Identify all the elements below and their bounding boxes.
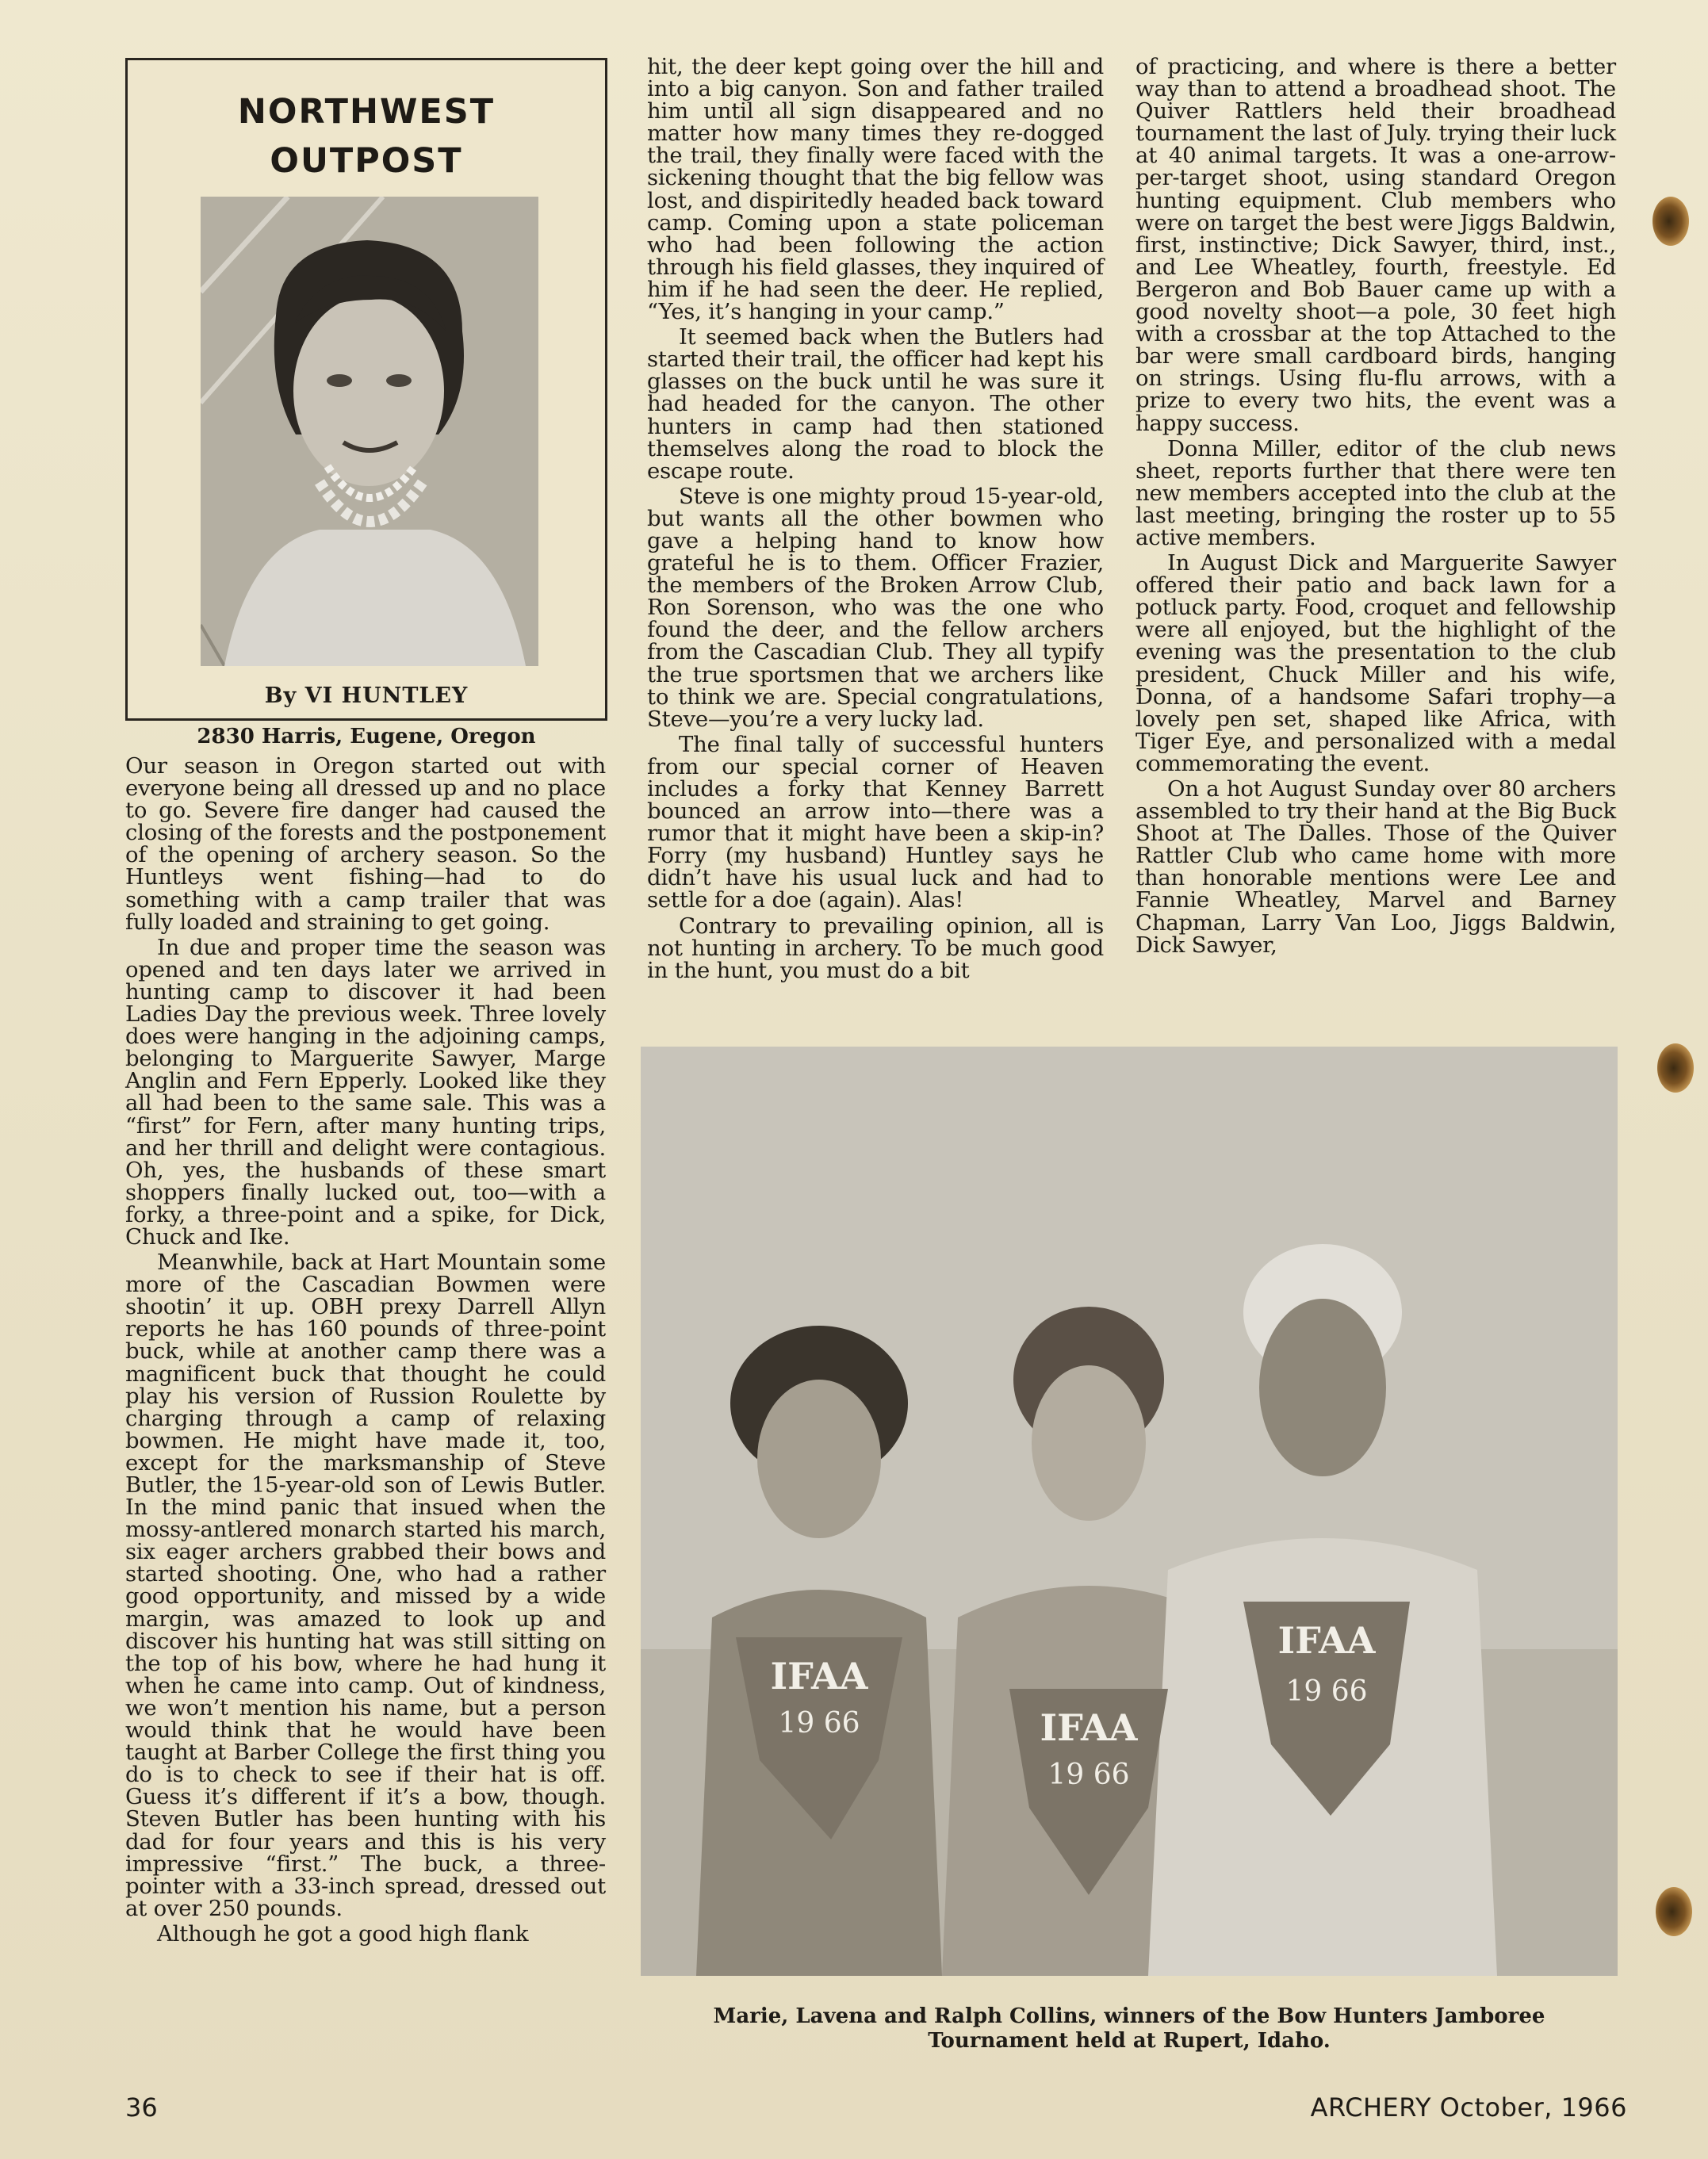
article-column-1 bbox=[125, 755, 606, 1945]
binder-hole bbox=[1657, 1043, 1694, 1093]
paragraph: Our season in Oregon started out with everyone being all dressed up and no place to go. Severe fire danger had caused the closing of the forests and the postponement of the opening of archery season. So the Huntleys went fishing—had to do something with a camp trailer that was fully loaded and straining to get going. bbox=[125, 753, 606, 935]
winners-photo bbox=[641, 1047, 1618, 1976]
paragraph: On a hot August Sunday over 80 archers assembled to try their hand at the Big Buck Shoot at The Dalles. Those of the Quiver Rattler Club who came home with more than honorable mentions were Lee and Fannie Wheatley, Marvel and Barney Chapman, Larry Van Loo, Jiggs Baldwin, Dick Sawyer, bbox=[1135, 776, 1616, 958]
paragraph: Steve is one mighty proud 15-year-old, but wants all the other bowmen who gave a helping hand to know how grateful he is to them. Officer Frazier, the members of the Broken Arrow Club, Ron Sorenson, who was the one who found the deer, and the fellow archers from the Cascadian Club. They all typify the true sportsmen that we archers like to think we are. Special congratulations, Steve—you’re a very lucky lad. bbox=[647, 483, 1104, 732]
article-column-2 bbox=[647, 56, 1104, 982]
paragraph: It seemed back when the Butlers had started their trail, the officer had kept his glasses on the buck until he was sure it had headed for the canyon. The other hunters in camp had then stationed themselves along the road to block the escape route. bbox=[647, 324, 1104, 484]
plaque-year: 19 66 bbox=[1047, 1759, 1130, 1791]
plaque-text: IFAA bbox=[770, 1655, 868, 1698]
column-header-box bbox=[125, 58, 607, 748]
paragraph: The final tally of successful hunters from our special corner of Heaven includes a forky that Kenney Barrett bounced an arrow into—there was a rumor that it might have been a skip-in? Forry (my husband) Huntley says he didn’t have his usual luck and had to settle for a doe (again). Alas! bbox=[647, 731, 1104, 913]
paragraph: Although he got a good high flank bbox=[157, 1920, 529, 1947]
plaque-year: 19 66 bbox=[1285, 1675, 1368, 1708]
paragraph: Contrary to prevailing opinion, all is not hunting in archery. To be much good in the hunt, you must do a bit bbox=[647, 913, 1104, 983]
binder-hole bbox=[1656, 1887, 1692, 1936]
author-portrait bbox=[201, 197, 538, 666]
paragraph: In due and proper time the season was opened and ten days later we arrived in hunting camp to discover it had been Ladies Day the previous week. Three lovely does were hanging in the adjoining camps, belonging to Marguerite Sawyer, Marge Anglin and Fern Epperly. Looked like they all had been to the same sale. This was a “first” for Fern, after many hunting trips, and her thrill and delight were contagious. Oh, yes, the husbands of these smart shoppers finally lucked out, too—with a forky, a three-point and a spike, for Dick, Chuck and Ike. bbox=[125, 934, 606, 1250]
column-title: NORTHWEST OUTPOST bbox=[237, 92, 496, 181]
author-portrait-image bbox=[201, 197, 538, 666]
plaque-text: IFAA bbox=[1040, 1706, 1138, 1749]
paragraph: Donna Miller, editor of the club news sheet, reports further that there were ten new members accepted into the club at the last meeting, bringing the roster up to 55 active members. bbox=[1135, 435, 1616, 550]
binder-hole bbox=[1652, 197, 1689, 246]
author-address: 2830 Harris, Eugene, Oregon bbox=[197, 725, 536, 748]
magazine-footer: ARCHERY October, 1966 bbox=[1310, 2092, 1627, 2123]
caption-line: Tournament held at Rupert, Idaho. bbox=[928, 2029, 1331, 2053]
author-byline: By VI HUNTLEY bbox=[264, 683, 469, 708]
paragraph: Meanwhile, back at Hart Mountain some more of the Cascadian Bowmen were shootin’ it up. OBH prexy Darrell Allyn reports he has 160 pounds of three-point buck, while at another camp there was a magnificent buck that thought he could play his version of Russion Roulette by charging through a camp of relaxing bowmen. He might have made it, too, except for the marksmanship of Steve Butler, the 15-year-old son of Lewis Butler. In the mind panic that insued when the mossy-antlered monarch started his march, six eager archers grabbed their bows and started shooting. One, who had a rather good opportunity, and missed by a wide margin, was amazed to look up and discover his hunting hat was still sitting on the top of his bow, where he had hung it when he came into camp. Out of kindness, we won’t mention his name, but a person would think that he would have been taught at Barber College the first thing you do is to check to see if their hat is off. Guess it’s different if it’s a bow, though. Steven Butler has been hunting with his dad for four years and this is his very impressive “first.” The buck, a three-pointer with a 33-inch spread, dressed out at over 250 pounds. bbox=[125, 1250, 606, 1921]
winners-photo-image bbox=[641, 1047, 1618, 1976]
plaque-text: IFAA bbox=[1277, 1619, 1376, 1662]
page-number: 36 bbox=[125, 2092, 158, 2123]
paragraph: In August Dick and Marguerite Sawyer offered their patio and back lawn for a potluck party. Food, croquet and fellowship were all enjoyed, but the highlight of the evening was the presentation to the club president, Chuck Miller and his wife, Donna, of a handsome Safari trophy—a lovely pen set, shaped like Africa, with Tiger Eye, and personalized with a medal commemorating the event. bbox=[1135, 550, 1616, 776]
article-column-3 bbox=[1135, 56, 1616, 956]
paragraph: hit, the deer kept going over the hill and into a big canyon. Son and father trailed him until all sign disappeared and no matter how many times they re-dogged the trail, they finally were faced with the sickening thought that the big fellow was lost, and dispiritedly headed back toward camp. Coming upon a state policeman who had been following the action through his field glasses, they inquired of him if he had seen the deer. He replied, “Yes, it’s hanging in your camp.” bbox=[647, 54, 1104, 325]
caption-line: Marie, Lavena and Ralph Collins, winners of the Bow Hunters Jamboree bbox=[713, 2004, 1545, 2028]
paragraph: of practicing, and where is there a better way than to attend a broadhead shoot. The Quiver Rattlers held their broadhead tournament the last of July. trying their luck at 40 animal targets. It was a one-arrow-per-target shoot, using standard Oregon hunting equipment. Club members who were on target the best were Jiggs Baldwin, first, instinctive; Dick Sawyer, third, inst., and Lee Wheatley, fourth, freestyle. Ed Bergeron and Bob Bauer came up with a good novelty shoot—a pole, 30 feet high with a crossbar at the top Attached to the bar were small cardboard birds, hanging on strings. Using flu-flu arrows, with a prize to every two hits, the event was a happy success. bbox=[1135, 54, 1616, 436]
photo-caption bbox=[641, 2004, 1618, 2054]
plaque-year: 19 66 bbox=[778, 1707, 860, 1740]
